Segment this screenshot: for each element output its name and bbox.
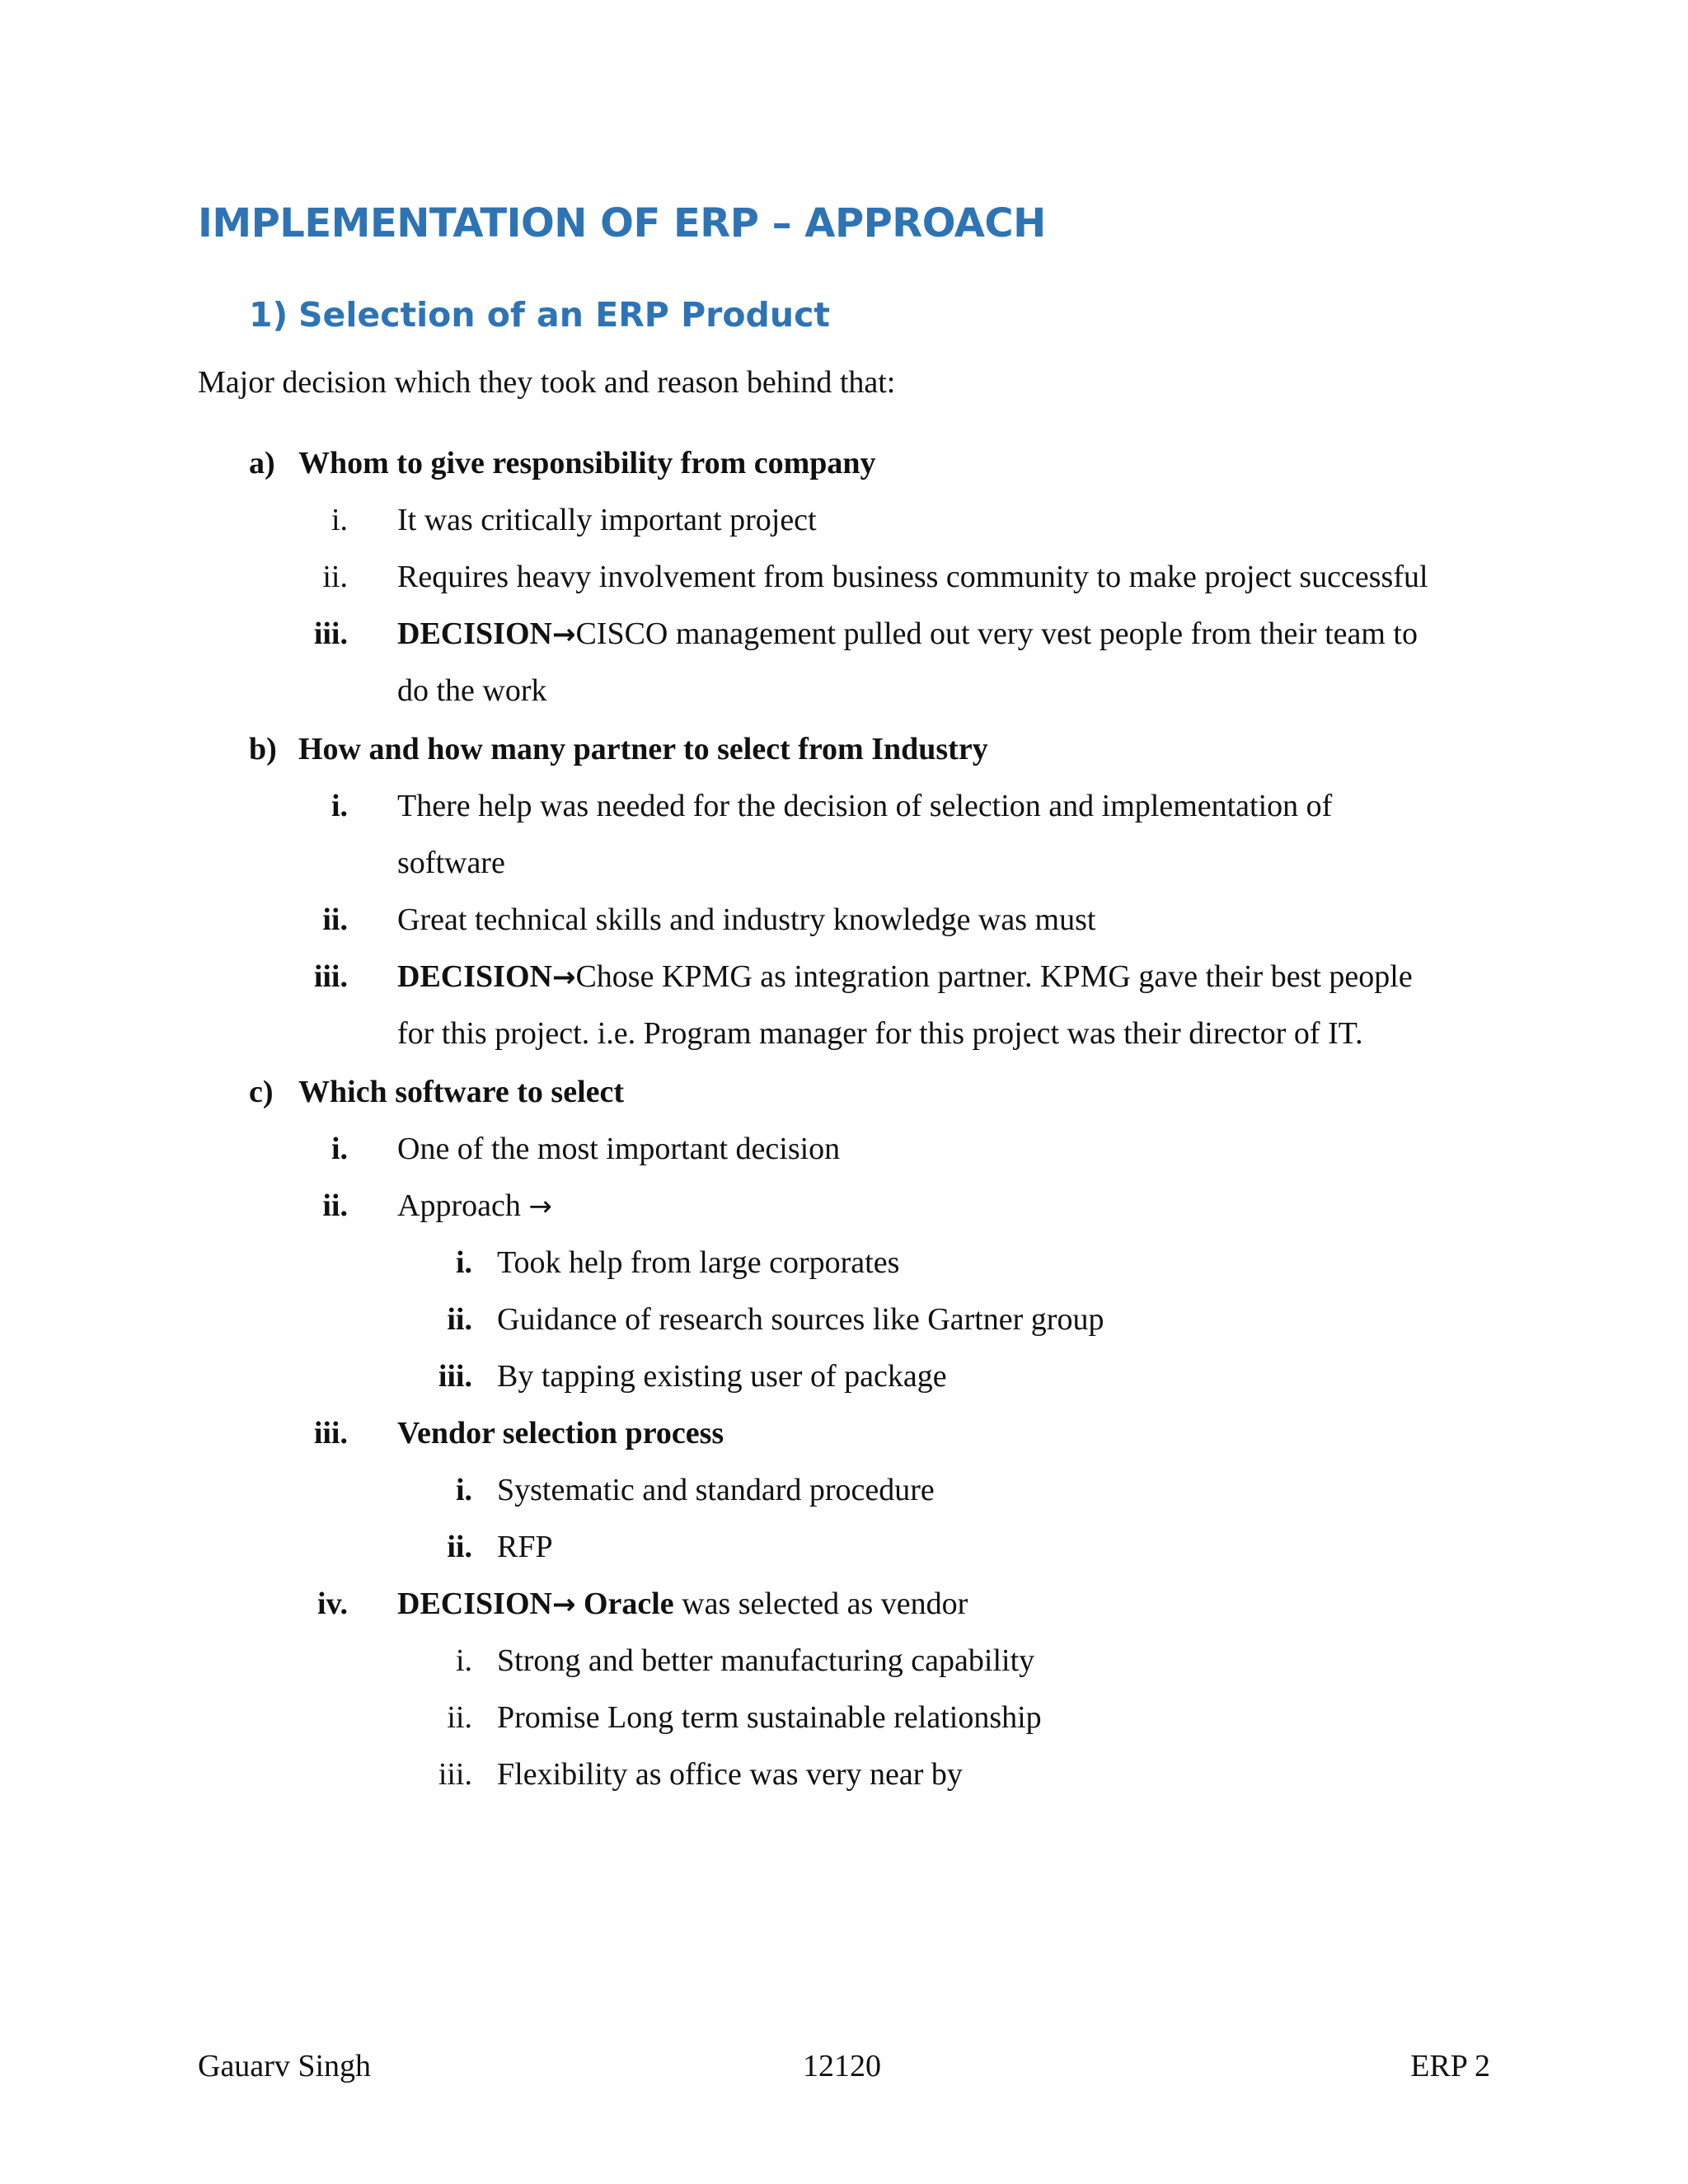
item-label: iii. bbox=[313, 959, 348, 994]
item-text: Flexibility as office was very near by bbox=[497, 1757, 963, 1792]
item-label: ii. bbox=[322, 1188, 348, 1223]
item-text: Strong and better manufacturing capability bbox=[497, 1643, 1035, 1678]
item-text: RFP bbox=[497, 1530, 553, 1564]
item-label: i. bbox=[331, 503, 348, 537]
decision-text: was selected as vendor bbox=[682, 1586, 968, 1621]
item-text: Took help from large corporates bbox=[497, 1245, 900, 1280]
item-text: do the work bbox=[397, 673, 547, 708]
approach-text: Approach bbox=[397, 1188, 521, 1223]
arrow-right-icon: → bbox=[551, 1588, 576, 1621]
item-text: There help was needed for the decision of selection and implementation of bbox=[397, 789, 1333, 823]
item-text: for this project. i.e. Program manager for this project was their director of IT. bbox=[397, 1016, 1363, 1051]
section-number: 1) bbox=[249, 295, 288, 335]
vendor-name: Oracle bbox=[583, 1586, 674, 1621]
item-label: i. bbox=[331, 1132, 348, 1166]
item-text: It was critically important project bbox=[397, 503, 817, 537]
item-text: Promise Long term sustainable relationship bbox=[497, 1700, 1042, 1735]
decision-label: DECISION bbox=[397, 959, 552, 994]
footer-id: 12120 bbox=[803, 2049, 881, 2083]
item-label: i. bbox=[455, 1473, 472, 1507]
decision-text: Chose KPMG as integration partner. KPMG gave their best people bbox=[575, 959, 1413, 994]
page-title: IMPLEMENTATION OF ERP – APPROACH bbox=[198, 200, 1046, 246]
item-label: ii. bbox=[322, 902, 348, 937]
item-label: iii. bbox=[313, 616, 348, 651]
list-heading-text: Whom to give responsibility from company bbox=[298, 446, 876, 480]
list-label: a) bbox=[249, 446, 275, 480]
item-text bbox=[397, 1187, 552, 1226]
arrow-right-icon: → bbox=[528, 1190, 552, 1223]
item-label: iii. bbox=[313, 1416, 348, 1451]
intro-paragraph: Major decision which they took and reason behind that: bbox=[198, 365, 896, 400]
item-text bbox=[397, 615, 1418, 654]
list-label: c) bbox=[249, 1075, 274, 1109]
item-label: ii. bbox=[447, 1700, 472, 1735]
footer-page: ERP 2 bbox=[1410, 2049, 1490, 2083]
section-title: Selection of an ERP Product bbox=[298, 295, 830, 335]
item-label: i. bbox=[455, 1643, 472, 1678]
item-text: software bbox=[397, 846, 505, 880]
decision-text: CISCO management pulled out very vest people from their team to bbox=[575, 616, 1418, 651]
item-text: Guidance of research sources like Gartner group bbox=[497, 1302, 1104, 1337]
item-label: ii. bbox=[447, 1530, 472, 1564]
item-label: iv. bbox=[317, 1586, 348, 1621]
item-label: i. bbox=[331, 789, 348, 823]
item-label: i. bbox=[455, 1245, 472, 1280]
item-text: Requires heavy involvement from business community to make project successful bbox=[397, 560, 1428, 594]
list-heading-text: How and how many partner to select from Industry bbox=[298, 732, 988, 766]
item-label: iii. bbox=[438, 1757, 472, 1792]
item-text: Great technical skills and industry knowledge was must bbox=[397, 902, 1096, 937]
item-text: Systematic and standard procedure bbox=[497, 1473, 935, 1507]
list-heading-text: Which software to select bbox=[298, 1075, 625, 1109]
item-text bbox=[397, 1585, 968, 1624]
item-text: One of the most important decision bbox=[397, 1132, 841, 1166]
item-text: By tapping existing user of package bbox=[497, 1359, 947, 1394]
decision-label: DECISION bbox=[397, 1586, 552, 1621]
arrow-right-icon: → bbox=[551, 961, 576, 994]
arrow-right-icon: → bbox=[551, 618, 576, 651]
item-label: iii. bbox=[438, 1359, 472, 1394]
footer-author: Gauarv Singh bbox=[198, 2049, 372, 2083]
list-label: b) bbox=[249, 732, 277, 766]
item-text: Vendor selection process bbox=[397, 1416, 724, 1451]
item-label: ii. bbox=[322, 560, 348, 594]
item-text bbox=[397, 958, 1413, 996]
item-label: ii. bbox=[447, 1302, 472, 1337]
section-heading bbox=[249, 295, 830, 335]
decision-label: DECISION bbox=[397, 616, 552, 651]
